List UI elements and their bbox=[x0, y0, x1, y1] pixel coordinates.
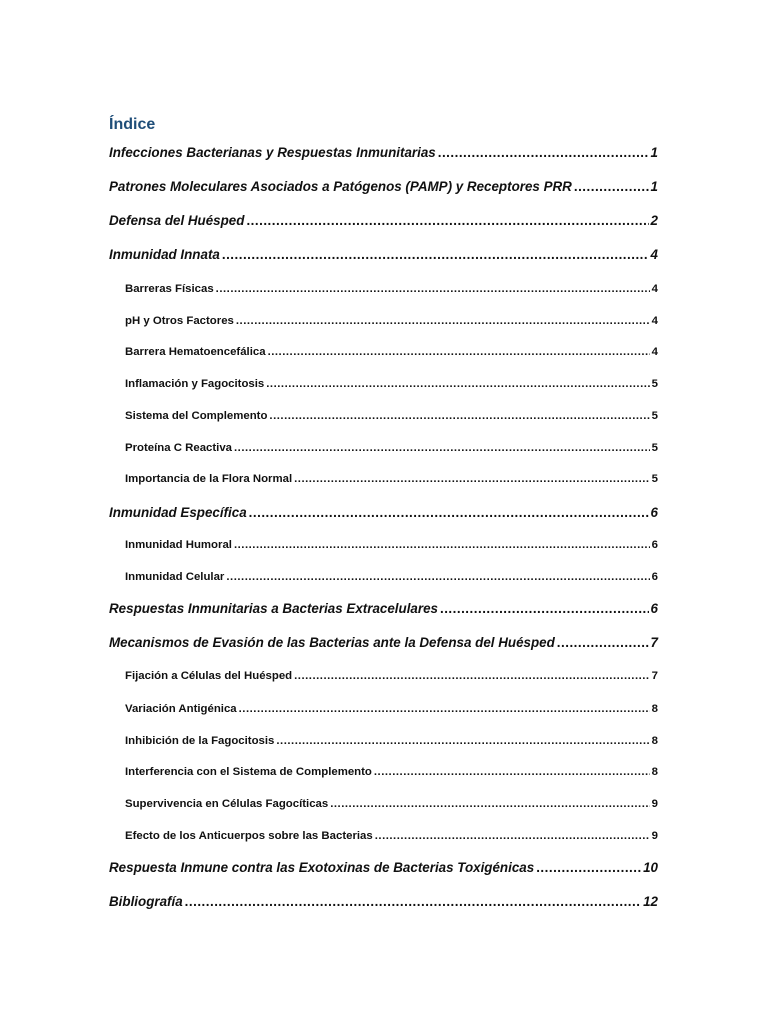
toc-dot-leader bbox=[234, 539, 650, 551]
toc-entry[interactable] bbox=[109, 247, 658, 262]
toc-dot-leader bbox=[294, 473, 650, 485]
toc-subentry[interactable] bbox=[109, 539, 658, 551]
toc-entry[interactable] bbox=[109, 894, 658, 909]
toc-entry[interactable] bbox=[109, 179, 658, 194]
toc-subentry[interactable] bbox=[109, 571, 658, 583]
toc-subentry[interactable] bbox=[109, 315, 658, 327]
toc-page-number: 5 bbox=[651, 442, 658, 454]
toc-entry-title: Proteína C Reactiva bbox=[125, 442, 232, 454]
toc-dot-leader bbox=[557, 635, 649, 650]
toc-entry-title: Efecto de los Anticuerpos sobre las Bacterias bbox=[125, 830, 373, 842]
toc-dot-leader bbox=[269, 410, 649, 422]
toc-entry-title: Bibliografía bbox=[109, 894, 183, 909]
toc-subentry[interactable] bbox=[109, 378, 658, 390]
toc-entry-title: Variación Antigénica bbox=[125, 703, 237, 715]
toc-entry-title: Inmunidad Específica bbox=[109, 505, 247, 520]
toc-dot-leader bbox=[268, 346, 650, 358]
toc-page-number: 6 bbox=[650, 505, 658, 520]
toc-entry-title: Mecanismos de Evasión de las Bacterias ante la Defensa del Huésped bbox=[109, 635, 555, 650]
toc-dot-leader bbox=[216, 283, 650, 295]
toc-dot-leader bbox=[226, 571, 649, 583]
toc-subentry[interactable] bbox=[109, 473, 658, 485]
toc-dot-leader bbox=[239, 703, 650, 715]
toc-page-number: 9 bbox=[651, 830, 658, 842]
toc-subentry[interactable] bbox=[109, 283, 658, 295]
toc-entry-title: Defensa del Huésped bbox=[109, 213, 245, 228]
toc-page-number: 4 bbox=[650, 247, 658, 262]
toc-entry-title: Respuestas Inmunitarias a Bacterias Extracelulares bbox=[109, 601, 438, 616]
toc-page-number: 9 bbox=[651, 798, 658, 810]
toc-dot-leader bbox=[536, 860, 641, 875]
toc-subentry[interactable] bbox=[109, 346, 658, 358]
toc-entry-title: Inflamación y Fagocitosis bbox=[125, 378, 265, 390]
toc-dot-leader bbox=[222, 247, 649, 262]
toc-page-number: 7 bbox=[650, 635, 658, 650]
toc-dot-leader bbox=[266, 378, 649, 390]
toc-page-number: 7 bbox=[651, 670, 658, 682]
toc-page-number: 5 bbox=[651, 378, 658, 390]
toc-entry-title: Infecciones Bacterianas y Respuestas Inmunitarias bbox=[109, 145, 436, 160]
toc-entry-title: Inmunidad Innata bbox=[109, 247, 220, 262]
toc-entry-title: Fijación a Células del Huésped bbox=[125, 670, 293, 682]
toc-page-number: 8 bbox=[651, 735, 658, 747]
toc-page-number: 6 bbox=[651, 539, 658, 551]
toc-subentry[interactable] bbox=[109, 670, 658, 682]
toc-subentry[interactable] bbox=[109, 410, 658, 422]
toc-entry[interactable] bbox=[109, 213, 658, 228]
toc-dot-leader bbox=[330, 798, 649, 810]
toc-page-number: 8 bbox=[651, 766, 658, 778]
toc-subentry[interactable] bbox=[109, 798, 658, 810]
toc-entry[interactable] bbox=[109, 635, 658, 650]
toc-dot-leader bbox=[438, 145, 649, 160]
toc-dot-leader bbox=[236, 315, 650, 327]
toc-subentry[interactable] bbox=[109, 735, 658, 747]
toc-entry-title: Interferencia con el Sistema de Complemento bbox=[125, 766, 372, 778]
toc-page-number: 4 bbox=[651, 283, 658, 295]
toc-entry-title: Inmunidad Humoral bbox=[125, 539, 232, 551]
toc-page-number: 8 bbox=[651, 703, 658, 715]
toc-entry-title: Patrones Moleculares Asociados a Patógenos (PAMP) y Receptores PRR bbox=[109, 179, 572, 194]
toc-entry[interactable] bbox=[109, 505, 658, 520]
toc-entry-title: Barrera Hematoencefálica bbox=[125, 346, 266, 358]
toc-entry-title: Barreras Físicas bbox=[125, 283, 214, 295]
toc-entry[interactable] bbox=[109, 145, 658, 160]
toc-dot-leader bbox=[440, 601, 649, 616]
toc-page-number: 4 bbox=[651, 346, 658, 358]
toc-page-number: 1 bbox=[650, 145, 658, 160]
toc-subentry[interactable] bbox=[109, 703, 658, 715]
toc-subentry[interactable] bbox=[109, 442, 658, 454]
toc-heading: Índice bbox=[109, 116, 156, 133]
toc-entry-title: Importancia de la Flora Normal bbox=[125, 473, 293, 485]
toc-entry-title: Respuesta Inmune contra las Exotoxinas de Bacterias Toxigénicas bbox=[109, 860, 535, 875]
toc-entry-title: Inhibición de la Fagocitosis bbox=[125, 735, 275, 747]
toc-dot-leader bbox=[375, 830, 650, 842]
toc-entry[interactable] bbox=[109, 860, 658, 875]
toc-page-number: 1 bbox=[650, 179, 658, 194]
toc-subentry[interactable] bbox=[109, 830, 658, 842]
toc-dot-leader bbox=[249, 505, 649, 520]
toc-page-number: 5 bbox=[651, 473, 658, 485]
toc-page-number: 5 bbox=[651, 410, 658, 422]
toc-page-number: 12 bbox=[643, 894, 658, 909]
toc-entry-title: Supervivencia en Células Fagocíticas bbox=[125, 798, 329, 810]
toc-page-number: 6 bbox=[650, 601, 658, 616]
toc-dot-leader bbox=[246, 213, 648, 228]
toc-entry-title: pH y Otros Factores bbox=[125, 315, 234, 327]
toc-page-number: 10 bbox=[643, 860, 658, 875]
toc-dot-leader bbox=[234, 442, 650, 454]
toc-dot-leader bbox=[276, 735, 649, 747]
toc-dot-leader bbox=[294, 670, 650, 682]
toc-page-number: 4 bbox=[651, 315, 658, 327]
toc-entry-title: Sistema del Complemento bbox=[125, 410, 268, 422]
toc-entry-title: Inmunidad Celular bbox=[125, 571, 225, 583]
toc-dot-leader bbox=[574, 179, 649, 194]
toc-dot-leader bbox=[374, 766, 650, 778]
toc-page-number: 2 bbox=[650, 213, 658, 228]
toc-entry[interactable] bbox=[109, 601, 658, 616]
toc-dot-leader bbox=[185, 894, 641, 909]
toc-subentry[interactable] bbox=[109, 766, 658, 778]
toc-page-number: 6 bbox=[651, 571, 658, 583]
